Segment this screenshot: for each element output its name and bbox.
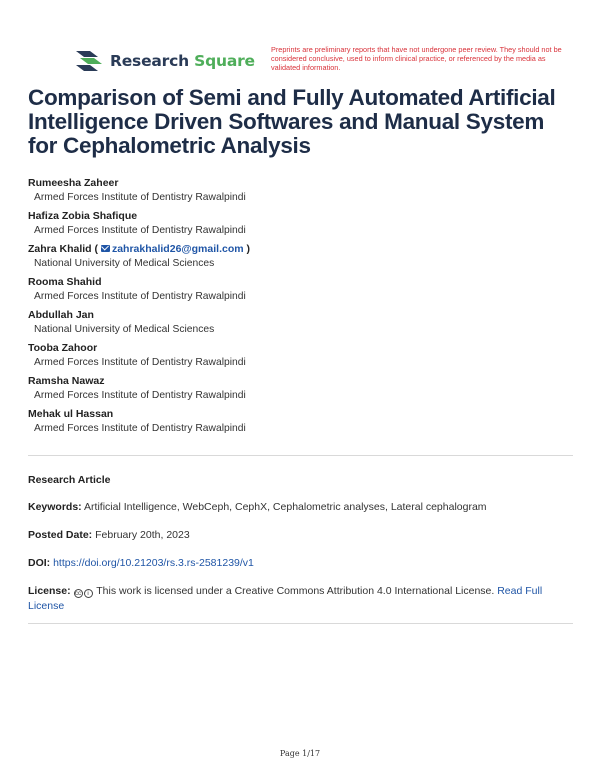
author-item (28, 407, 573, 436)
author-name-with-email (28, 242, 573, 257)
author-item (28, 242, 573, 271)
author-affiliation: Armed Forces Institute of Dentistry Rawalpindi (34, 192, 246, 203)
author-affiliation: National University of Medical Sciences (34, 258, 215, 269)
author-item (28, 341, 573, 370)
article-type: Research Article (28, 474, 111, 486)
attribution-icon: i (84, 589, 93, 598)
author-name: Ramsha Nawaz (28, 375, 105, 387)
section-divider (28, 455, 573, 456)
author-name: Rumeesha Zaheer (28, 177, 119, 189)
author-affiliation: Armed Forces Institute of Dentistry Rawalpindi (34, 357, 246, 368)
author-item (28, 209, 573, 238)
license (28, 584, 573, 614)
author-name: Zahra Khalid (28, 243, 92, 255)
keywords (28, 500, 573, 515)
research-square-logo-icon (74, 48, 104, 74)
logo-word-research: Research (110, 52, 189, 70)
author-item (28, 275, 573, 304)
license-text: This work is licensed under a Creative Commons Attribution 4.0 International License. (96, 585, 495, 597)
logo-word-square: Square (194, 52, 255, 70)
license-label: License: (28, 585, 71, 597)
author-affiliation: Armed Forces Institute of Dentistry Rawalpindi (34, 225, 246, 236)
keywords-value: Artificial Intelligence, WebCeph, CephX, Cephalometric analyses, Lateral cephalogram (84, 501, 487, 513)
research-square-logo[interactable] (74, 46, 255, 76)
envelope-icon (101, 245, 110, 252)
author-affiliation: Armed Forces Institute of Dentistry Rawalpindi (34, 423, 246, 434)
author-name: Rooma Shahid (28, 276, 102, 288)
author-item (28, 374, 573, 403)
posted-date (28, 528, 573, 543)
doi (28, 556, 573, 571)
preprint-notice: Preprints are preliminary reports that have not undergone peer review. They should not be considered conclusive, used to inform clinical practice, or referenced by the media as validated information. (271, 45, 562, 73)
author-name: Abdullah Jan (28, 309, 94, 321)
email-close-paren: ) (246, 243, 250, 255)
logo-wordmark (110, 52, 255, 70)
email-open-paren: ( (94, 243, 99, 255)
author-name: Tooba Zahoor (28, 342, 98, 354)
doi-label: DOI: (28, 557, 51, 569)
author-name: Hafiza Zobia Shafique (28, 210, 138, 222)
author-email-link[interactable] (101, 243, 244, 255)
read-full-license-link[interactable]: Read Full License (28, 585, 543, 612)
posted-date-label: Posted Date: (28, 529, 93, 541)
author-affiliation: Armed Forces Institute of Dentistry Rawalpindi (34, 291, 246, 302)
keywords-label: Keywords: (28, 501, 82, 513)
paper-title: Comparison of Semi and Fully Automated Artificial Intelligence Driven Softwares and Manual System for Cephalometric Analysis (28, 85, 556, 158)
page-number: Page 1/17 (279, 749, 321, 758)
doi-link[interactable]: https://doi.org/10.21203/rs.3.rs-2581239/v1 (53, 557, 254, 569)
author-name: Mehak ul Hassan (28, 408, 114, 420)
cc-icon: cc (75, 591, 82, 597)
section-divider (28, 623, 573, 624)
author-affiliation: Armed Forces Institute of Dentistry Rawalpindi (34, 390, 246, 401)
author-list (28, 176, 573, 440)
author-affiliation: National University of Medical Sciences (34, 324, 215, 335)
author-email: zahrakhalid26@gmail.com (111, 243, 244, 255)
author-item (28, 176, 573, 205)
posted-date-value: February 20th, 2023 (95, 529, 190, 541)
author-item (28, 308, 573, 337)
